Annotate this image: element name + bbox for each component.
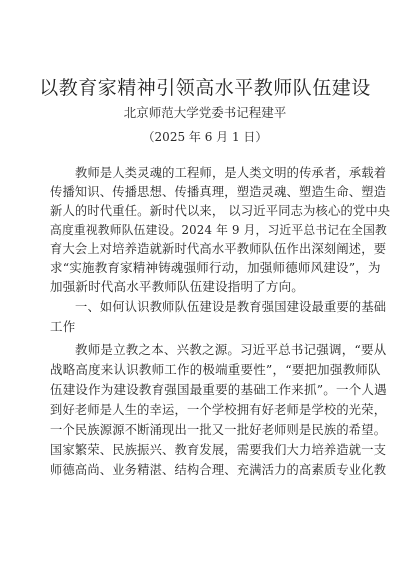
document-title: 以教育家精神引领高水平教师队伍建设 <box>39 77 371 99</box>
body-line: 新人的时代重任。新时代以来， 以习近平同志为核心的党中央 <box>50 204 391 218</box>
document-date: （2025 年 6 月 1 日） <box>142 130 268 144</box>
section-heading: 一、如何认识教师队伍建设是教育强国建设最重要的基础 <box>75 300 387 314</box>
author-byline: 北京师范大学党委书记程建平 <box>123 105 287 120</box>
body-line: 教师是人类灵魂的工程师，是人类文明的传承者，承载着 <box>75 166 387 180</box>
body-line: 教师是立教之本、兴教之源。习近平总书记强调，“要从 <box>75 342 387 357</box>
body-line: 战略高度来认识教师工作的极端重要性”，“要把加强教师队 <box>50 362 381 377</box>
body-line: 加强新时代高水平教师队伍建设指明了方向。 <box>50 279 305 294</box>
body-line: 高度重视教师队伍建设。2024 年 9 月，习近平总书记在全国教 <box>50 223 387 237</box>
body-line: 到好老师是人生的幸运，一个学校拥有好老师是学校的光荣， <box>50 403 387 417</box>
body-line: 国家繁荣、民族振兴、教育发展，需要我们大力培养造就一支 <box>50 443 387 457</box>
body-line: 求“实施教育家精神铸魂强师行动，加强师德师风建设”，为 <box>50 260 381 275</box>
section-heading-continued: 工作 <box>50 319 76 334</box>
body-line: 师德高尚、业务精湛、结构合理、充满活力的高素质专业化教 <box>50 463 387 477</box>
body-line: 一个民族源源不断涌现出一批又一批好老师则是民族的希望。 <box>50 423 387 437</box>
body-line: 传播知识、传播思想、传播真理，塑造灵魂、塑造生命、塑造 <box>50 185 387 199</box>
body-line: 育大会上对培养造就新时代高水平教师队伍作出深刻阐述，要 <box>50 242 387 256</box>
body-line: 伍建设作为建设教育强国最重要的基础工作来抓”。一个人遇 <box>50 382 387 397</box>
